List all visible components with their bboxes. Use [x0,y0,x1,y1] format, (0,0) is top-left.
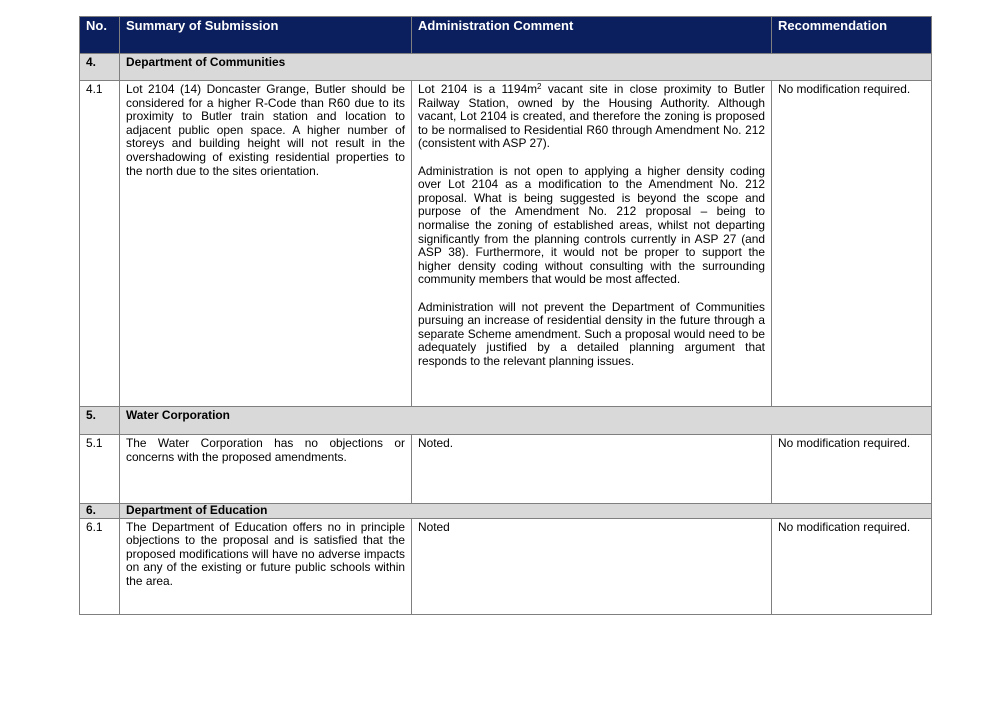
comment-paragraph [418,83,765,151]
submission-summary: Lot 2104 (14) Doncaster Grange, Butler should be considered for a higher R-Code than R60 due to its proximity to Butler train station and location to adjacent public open space. A higher number of storeys and building height will not result in the overshadowing of existing residential properties to the north due to the sites orientation. [120,81,412,407]
table-row [80,435,932,504]
comment-text: vacant site in close proximity to Butler Railway Station, owned by the Housing Authority. Although vacant, Lot 2104 is created, and therefore the zoning is proposed to be normalised to Residential R60 through Amendment No. 212 (consistent with ASP 27). [418,82,765,151]
administration-comment [412,81,772,407]
submission-summary: The Water Corporation has no objections or concerns with the proposed amendments. [120,435,412,504]
header-no: No. [80,17,120,54]
section-number: 4. [80,54,120,81]
administration-comment: Noted. [412,435,772,504]
recommendation: No modification required. [772,518,932,614]
recommendation: No modification required. [772,81,932,407]
comment-text: Lot 2104 is a 1194m [418,82,538,96]
section-number: 6. [80,504,120,519]
header-row [80,17,932,54]
comment-paragraph: Administration is not open to applying a higher density coding over Lot 2104 as a modification to the Amendment No. 212 proposal. What is being suggested is beyond the scope and purpose of the Amendment No. 212 proposal – being to normalise the zoning of established areas, whilst not departing significantly from the planning controls currently in ASP 27 (and ASP 38). Furthermore, it would not be proper to support the higher density coding without consulting with the surrounding community members that would be most affected. [418,163,765,287]
row-number: 4.1 [80,81,120,407]
header-summary: Summary of Submission [120,17,412,54]
section-row [80,407,932,435]
administration-comment: Noted [412,518,772,614]
table-row [80,81,932,407]
section-title: Department of Education [120,504,932,519]
recommendation: No modification required. [772,435,932,504]
row-number: 6.1 [80,518,120,614]
row-number: 5.1 [80,435,120,504]
section-title: Department of Communities [120,54,932,81]
section-row [80,504,932,519]
section-number: 5. [80,407,120,435]
table-row [80,518,932,614]
comment-paragraph: Administration will not prevent the Department of Communities pursuing an increase of residential density in the future through a separate Scheme amendment. Such a proposal would need to be adequately justified by a detailed planning argument that responds to the relevant planning issues. [418,299,765,368]
header-comment: Administration Comment [412,17,772,54]
submissions-table [79,16,932,615]
header-recommendation: Recommendation [772,17,932,54]
submission-summary: The Department of Education offers no in principle objections to the proposal and is satisfied that the proposed modifications will have no adverse impacts on any of the existing or future public schools within the area. [120,518,412,614]
section-row [80,54,932,81]
superscript: 2 [537,82,542,91]
section-title: Water Corporation [120,407,932,435]
